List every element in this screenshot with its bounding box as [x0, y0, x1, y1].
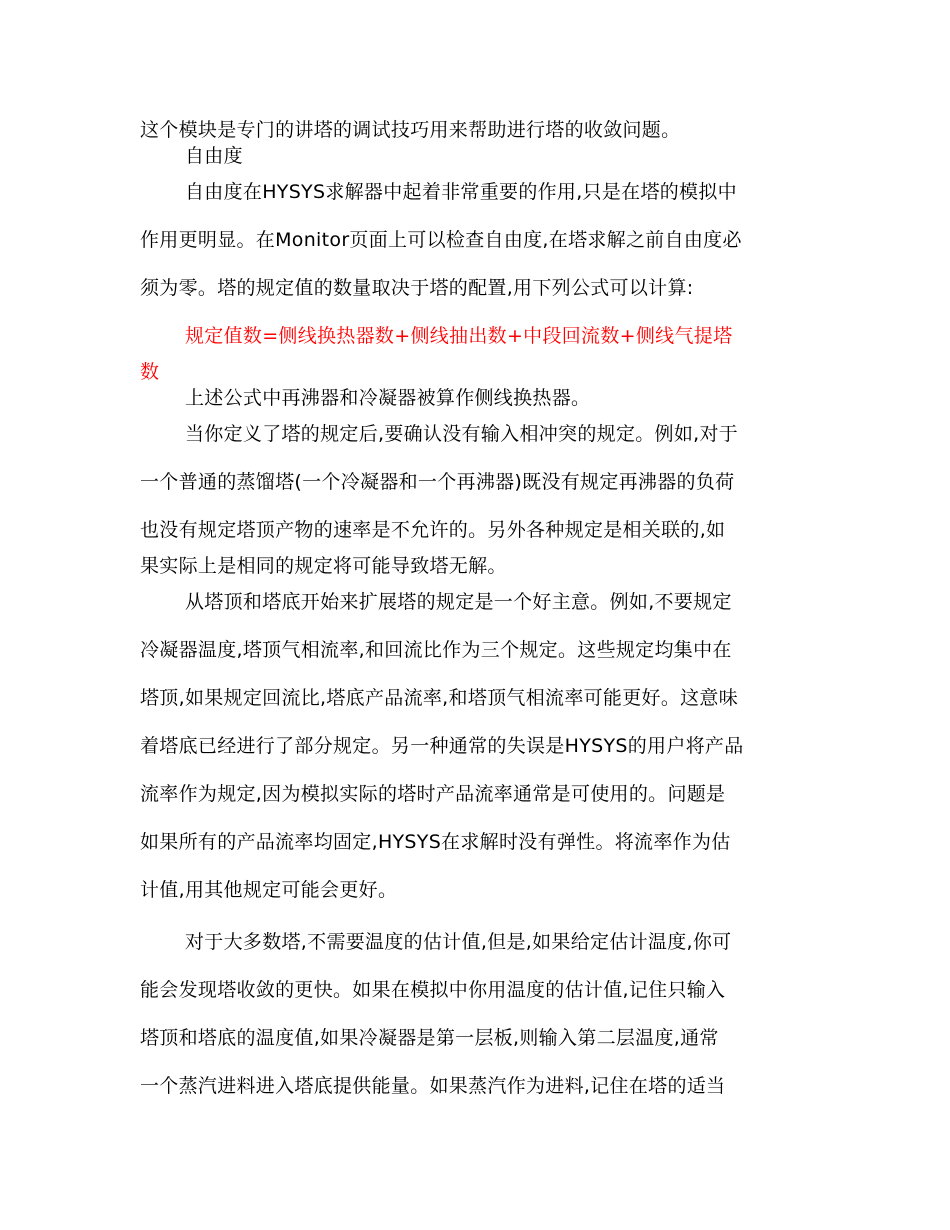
paragraph-line: 塔顶和塔底的温度值,如果冷凝器是第一层板,则输入第二层温度,通常: [140, 1027, 719, 1049]
paragraph-line: 一个蒸汽进料进入塔底提供能量。如果蒸汽作为进料,记住在塔的适当: [140, 1075, 726, 1097]
paragraph-line: 冷凝器温度,塔顶气相流率,和回流比作为三个规定。这些规定均集中在: [140, 639, 732, 661]
paragraph-line: 须为零。塔的规定值的数量取决于塔的配置,用下列公式可以计算:: [140, 277, 694, 299]
paragraph-line: 塔顶,如果规定回流比,塔底产品流率,和塔顶气相流率可能更好。这意味: [140, 687, 739, 709]
paragraph-line: 也没有规定塔顶产物的速率是不允许的。另外各种规定是相关联的,如: [140, 519, 726, 541]
text-line-intro: 这个模块是专门的讲塔的调试技巧用来帮助进行塔的收敛问题。: [140, 119, 681, 141]
paragraph-line: 对于大多数塔,不需要温度的估计值,但是,如果给定估计温度,你可: [185, 931, 732, 953]
paragraph-line: 从塔顶和塔底开始来扩展塔的规定是一个好主意。例如,不要规定: [185, 591, 732, 613]
paragraph-line: 计值,用其他规定可能会更好。: [140, 879, 398, 901]
section-heading-degrees-of-freedom: 自由度: [185, 145, 243, 167]
paragraph-line: 着塔底已经进行了部分规定。另一种通常的失误是HYSYS的用户将产品: [140, 735, 744, 757]
paragraph-line: 果实际上是相同的规定将可能导致塔无解。: [140, 555, 507, 577]
paragraph-line: 能会发现塔收敛的更快。如果在模拟中你用温度的估计值,记住只输入: [140, 979, 726, 1001]
paragraph-line: 流率作为规定,因为模拟实际的塔时产品流率通常是可使用的。问题是: [140, 783, 726, 805]
formula-line: 规定值数=侧线换热器数+侧线抽出数+中段回流数+侧线气提塔: [185, 325, 733, 347]
paragraph-line: 如果所有的产品流率均固定,HYSYS在求解时没有弹性。将流率作为估: [140, 831, 731, 853]
paragraph-line: 一个普通的蒸馏塔(一个冷凝器和一个再沸器)既没有规定再沸器的负荷: [140, 471, 735, 493]
formula-line-continued: 数: [140, 361, 160, 383]
paragraph-line: 上述公式中再沸器和冷凝器被算作侧线换热器。: [185, 387, 591, 409]
paragraph-line: 作用更明显。在Monitor页面上可以检查自由度,在塔求解之前自由度必: [140, 229, 742, 251]
paragraph-line: 当你定义了塔的规定后,要确认没有输入相冲突的规定。例如,对于: [185, 423, 739, 445]
paragraph-line: 自由度在HYSYS求解器中起着非常重要的作用,只是在塔的模拟中: [185, 181, 737, 203]
